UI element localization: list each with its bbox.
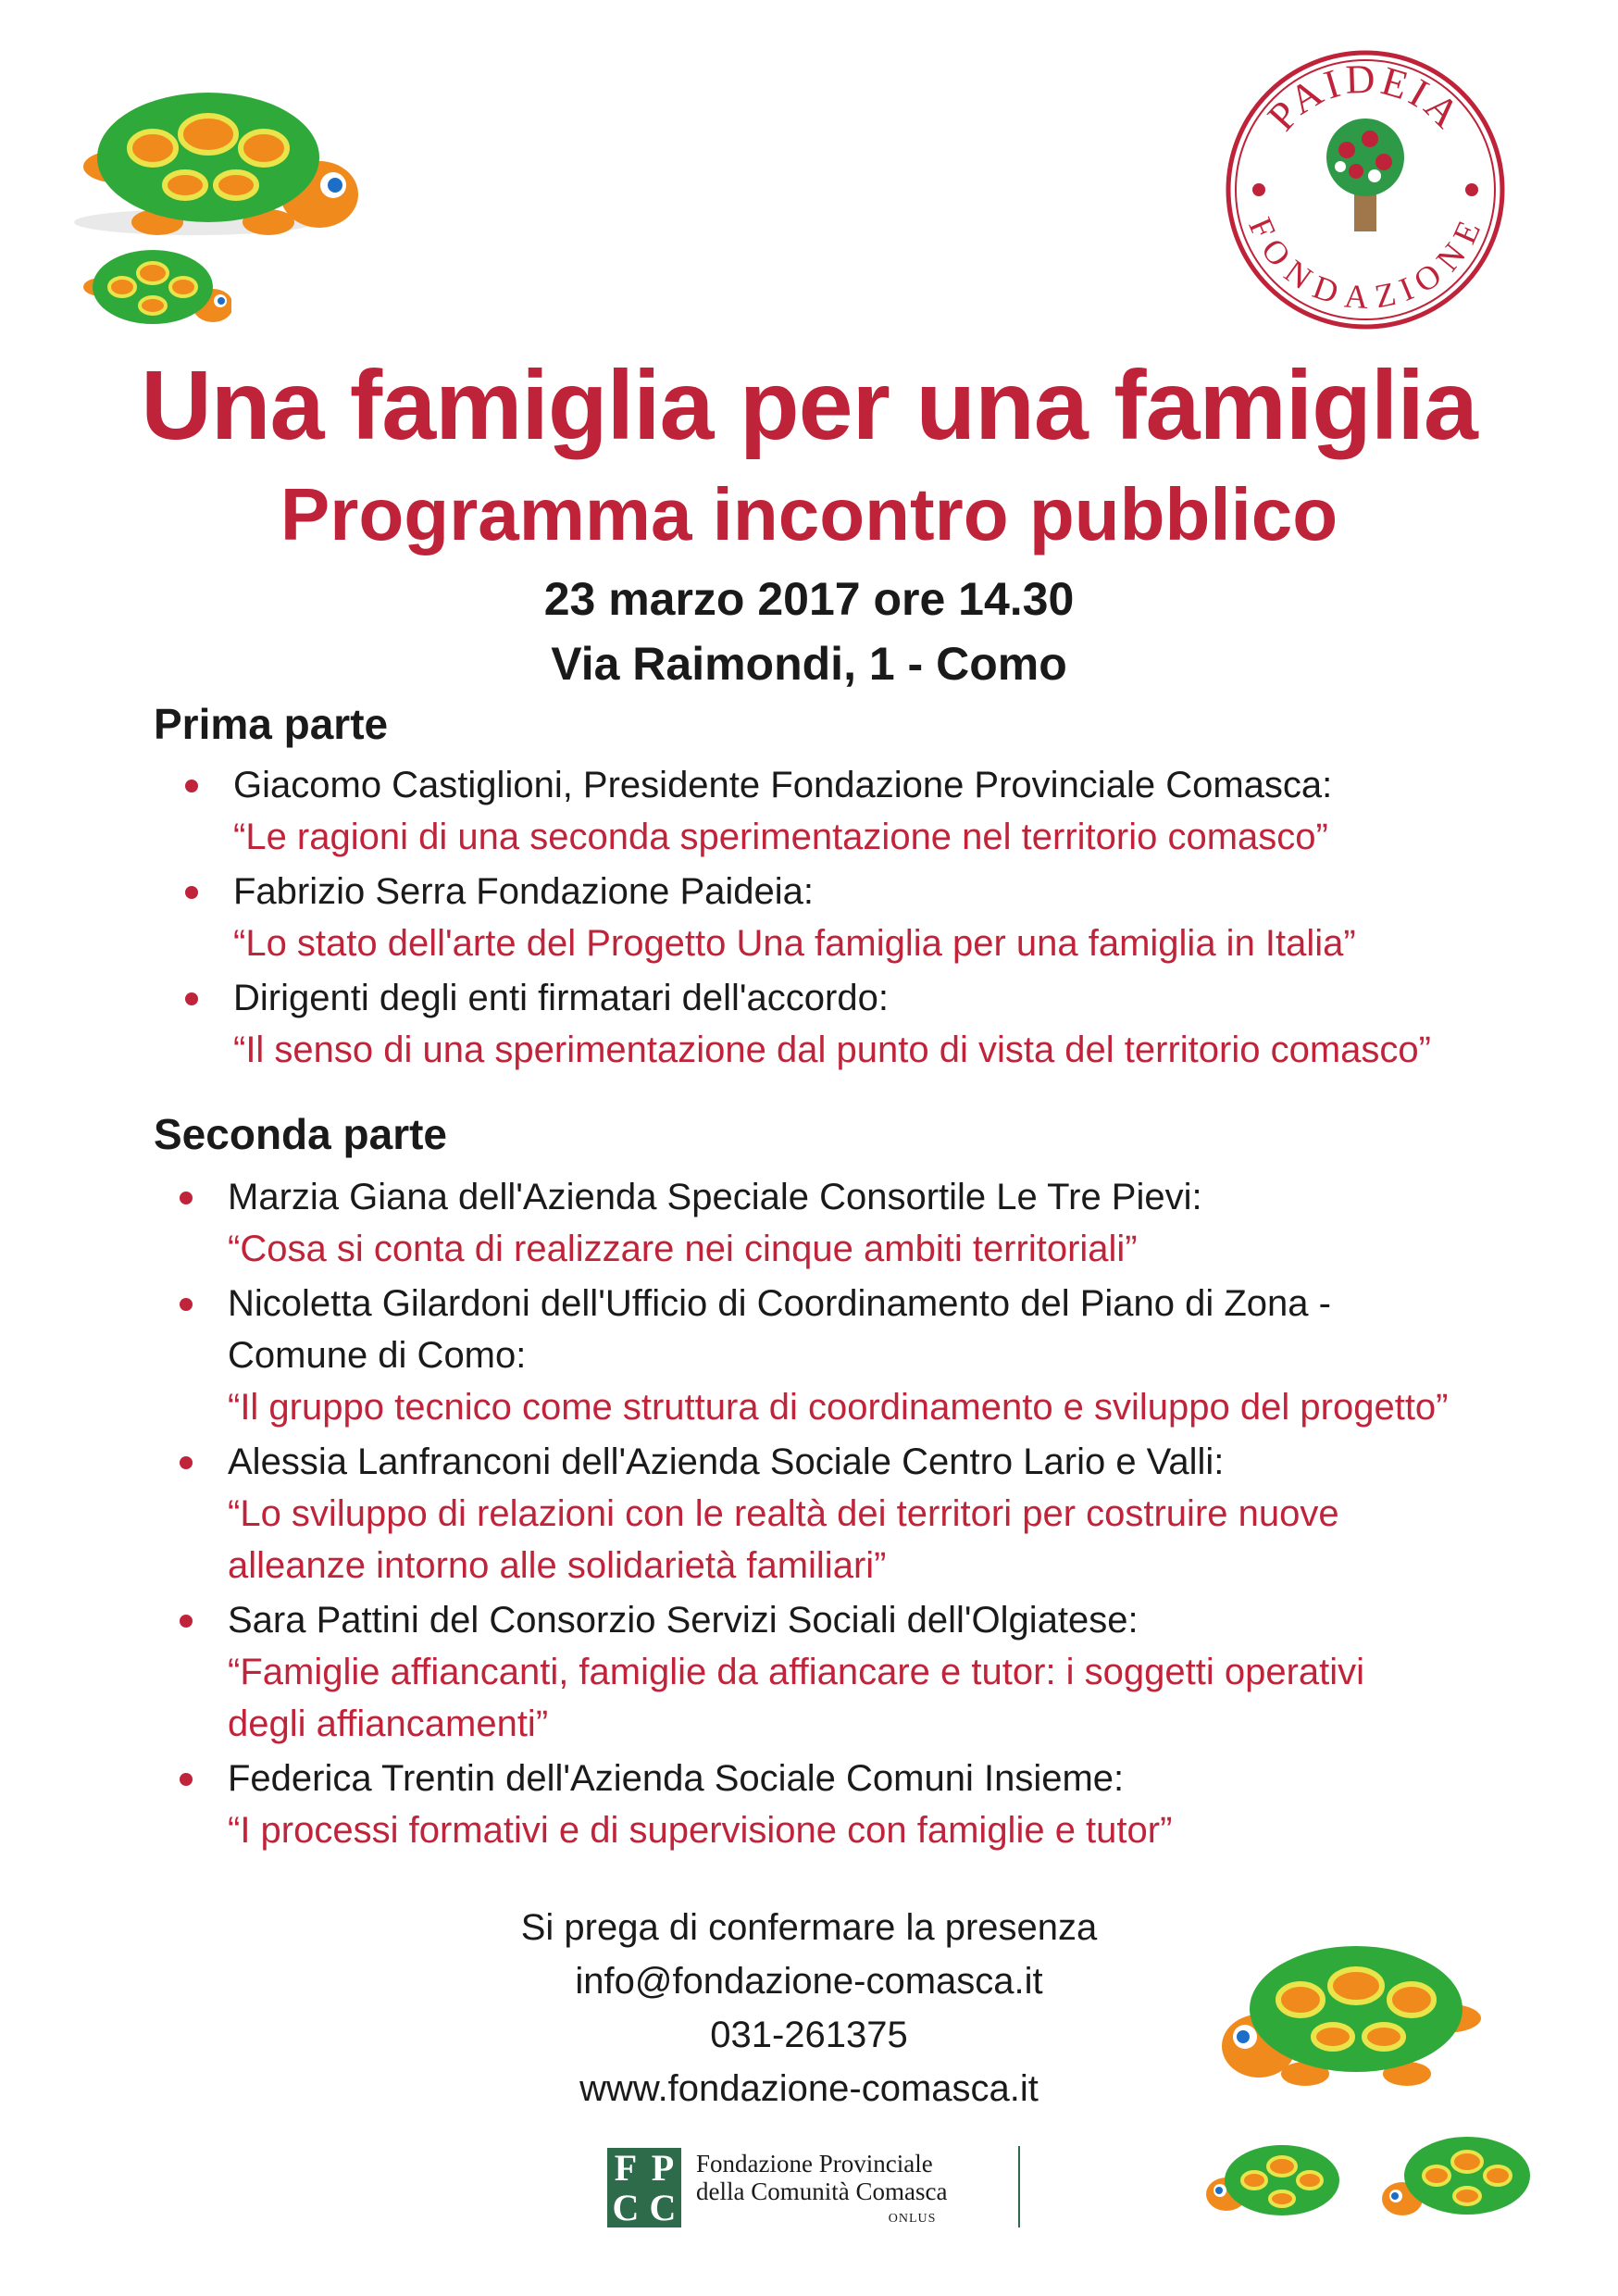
program-talk: “Il gruppo tecnico come struttura di coordinamento e sviluppo del progetto”: [228, 1387, 1449, 1428]
program-speaker: Fabrizio Serra Fondazione Paideia:: [233, 871, 815, 912]
bullet-icon: [185, 992, 198, 1005]
program-speaker: Alessia Lanfranconi dell'Azienda Sociale Centro Lario e Valli:: [228, 1441, 1225, 1482]
event-date: 23 marzo 2017 ore 14.30: [543, 573, 1075, 625]
program-item: [228, 1278, 1450, 1433]
contact-email[interactable]: info@fondazione-comasca.it: [575, 1961, 1043, 2002]
program-item: [228, 1594, 1431, 1750]
fpcc-logo-text: [696, 2150, 947, 2233]
program-talk: “Il senso di una sperimentazione dal punto di vista del territorio comasco”: [233, 1029, 1431, 1070]
program-speaker: Nicoletta Gilardoni dell'Ufficio di Coordinamento del Piano di Zona - Comune di Como:: [228, 1283, 1331, 1376]
page-subtitle: Programma incontro pubblico: [280, 473, 1338, 555]
program-item: [233, 972, 1529, 1076]
program-item: [233, 866, 1529, 969]
program-talk: “Lo stato dell'arte del Progetto Una famiglia per una famiglia in Italia”: [233, 923, 1356, 964]
fpcc-name-line1: Fondazione Provinciale: [696, 2150, 933, 2177]
fpcc-letter: C: [649, 2186, 677, 2228]
program-speaker: Dirigenti degli enti firmatari dell'accordo:: [233, 978, 889, 1018]
program-item: [228, 1171, 1450, 1275]
fpcc-letter: C: [612, 2186, 640, 2228]
program-talk: “I processi formativi e di supervisione con famiglie e tutor”: [228, 1810, 1173, 1851]
program-talk: “Famiglie affiancanti, famiglie da affiancare e tutor: i soggetti operativi degli affiancamenti”: [228, 1652, 1365, 1744]
program-speaker: Marzia Giana dell'Azienda Speciale Consortile Le Tre Pievi:: [228, 1177, 1202, 1217]
program-item: [228, 1436, 1385, 1591]
turtle-decoration-large-top-left: [46, 46, 361, 250]
turtle-decoration-small-top-left: [65, 222, 231, 333]
paideia-logo-bottom-text: FONDAZIONE: [1241, 212, 1489, 317]
contact-website[interactable]: www.fondazione-comasca.it: [579, 2068, 1039, 2109]
bullet-icon: [180, 1773, 193, 1786]
fpcc-divider: [1018, 2146, 1020, 2227]
fpcc-letter: F: [614, 2146, 638, 2189]
contact-phone[interactable]: 031-261375: [710, 2015, 908, 2055]
bullet-icon: [180, 1192, 193, 1204]
program-speaker: Sara Pattini del Consorzio Servizi Sociali dell'Olgiatese:: [228, 1600, 1139, 1641]
section-heading-seconda-parte: Seconda parte: [154, 1110, 447, 1158]
turtle-decoration-small-bottom-left: [1203, 2120, 1361, 2231]
program-talk: “Lo sviluppo di relazioni con le realtà dei territori per costruire nuove alleanze intorno alle solidarietà familiari”: [228, 1493, 1339, 1586]
paideia-foundation-logo: [1222, 46, 1509, 333]
bullet-icon: [180, 1298, 193, 1311]
program-talk: “Cosa si conta di realizzare nei cinque ambiti territoriali”: [228, 1229, 1138, 1269]
page-title: Una famiglia per una famiglia: [141, 351, 1477, 460]
program-speaker: Giacomo Castiglioni, Presidente Fondazione Provinciale Comasca:: [233, 765, 1333, 805]
bullet-icon: [185, 780, 198, 792]
event-place: Via Raimondi, 1 - Como: [551, 638, 1067, 690]
program-speaker: Federica Trentin dell'Azienda Sociale Comuni Insieme:: [228, 1758, 1125, 1799]
rsvp-note: Si prega di confermare la presenza: [520, 1907, 1098, 1948]
program-item: [228, 1753, 1450, 1856]
program-talk: “Le ragioni di una seconda sperimentazione nel territorio comasco”: [233, 817, 1328, 857]
fpcc-logo-mark: [607, 2148, 681, 2227]
bullet-icon: [185, 886, 198, 899]
program-item: [233, 759, 1529, 863]
bullet-icon: [180, 1456, 193, 1469]
paideia-logo-top-text: PAIDEIA: [1258, 56, 1472, 140]
section-heading-prima-parte: Prima parte: [154, 700, 389, 748]
fpcc-name-line2: della Comunità Comasca: [696, 2177, 948, 2205]
turtle-decoration-small-bottom-right: [1379, 2111, 1546, 2231]
bullet-icon: [180, 1615, 193, 1628]
fpcc-onlus: ONLUS: [888, 2212, 937, 2226]
fpcc-letter: P: [651, 2146, 675, 2189]
